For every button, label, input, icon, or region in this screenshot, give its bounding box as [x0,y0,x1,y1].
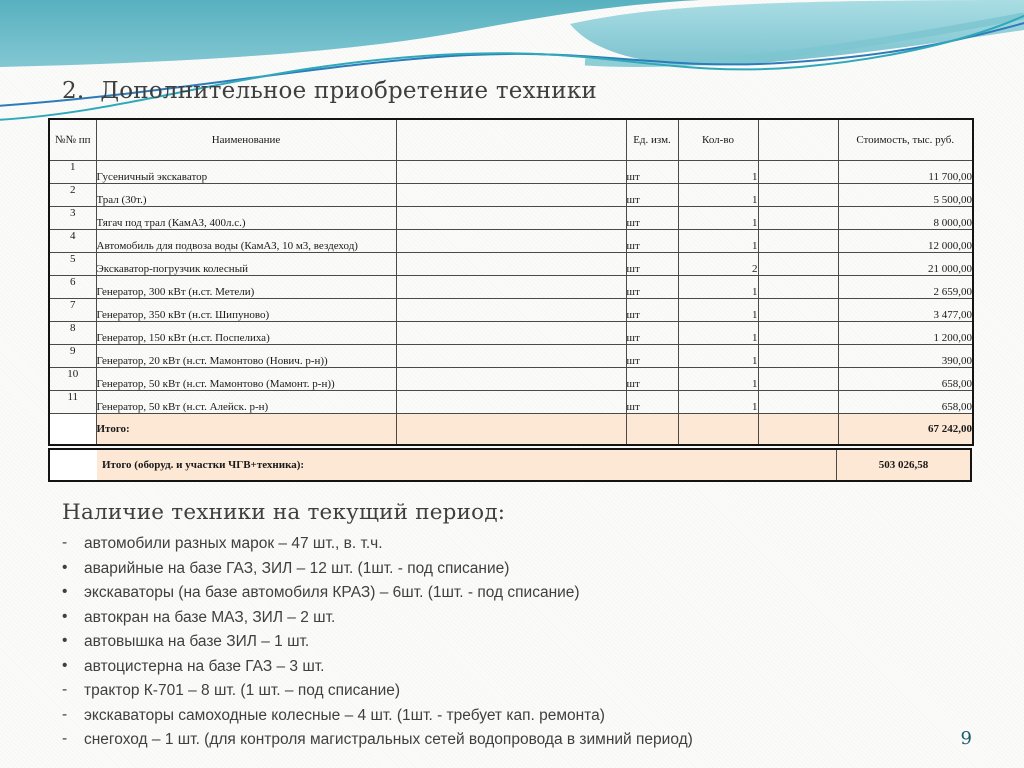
list-item [62,606,693,631]
total-label: Итого: [96,414,396,446]
cell-qty: 1 [678,276,758,299]
page-number: 9 [960,728,972,749]
cell-qty: 1 [678,322,758,345]
list-item-text: экскаваторы (на базе автомобиля КРАЗ) – 6шт. (1шт. - под списание) [84,584,580,601]
availability-section [62,500,693,753]
total-blank-cell [49,414,96,446]
cell-cost: 1 200,00 [838,322,973,345]
cell-spacer2 [758,253,838,276]
cell-num: 7 [49,299,96,322]
header-qty: Кол-во [678,119,758,161]
wave-band-stroke [585,16,1024,64]
list-item [62,532,693,557]
cell-qty: 1 [678,184,758,207]
list-item [62,728,693,753]
cell-qty: 1 [678,230,758,253]
table-row [49,184,973,207]
cell-qty: 1 [678,345,758,368]
equipment-table [48,118,974,446]
cell-spacer [396,391,626,414]
header-num: №№ пп [49,119,96,161]
cell-spacer [396,161,626,184]
cell-spacer2 [758,161,838,184]
availability-heading: Наличие техники на текущий период: [62,500,506,525]
list-item-text: автокран на базе МАЗ, ЗИЛ – 2 шт. [84,608,336,626]
cell-num: 1 [49,161,96,184]
bullet-marker: • [62,583,68,600]
table-row [49,253,973,276]
table-row [49,345,973,368]
cell-qty: 1 [678,207,758,230]
cell-spacer2 [758,230,838,253]
cell-unit: шт [626,184,678,207]
bullet-marker: - [62,705,68,723]
cell-name: Автомобиль для подвоза воды (КамАЗ, 10 м3, вездеход) [96,230,396,253]
bullet-marker: • [62,558,68,576]
list-item [62,655,693,680]
cell-qty: 1 [678,161,758,184]
cell-name: Гусеничный экскаватор [96,161,396,184]
bullet-marker: • [62,632,68,649]
cell-spacer2 [758,299,838,322]
grand-total-blank-cell [50,450,97,480]
cell-spacer [396,276,626,299]
cell-cost: 658,00 [838,368,973,391]
cell-name: Генератор, 50 кВт (н.ст. Мамонтово (Мамонт. р-н)) [96,368,396,391]
cell-cost: 21 000,00 [838,253,973,276]
header-cost: Стоимость, тыс. руб. [838,119,973,161]
cell-spacer [678,414,758,446]
cell-spacer [396,230,626,253]
cell-cost: 12 000,00 [838,230,973,253]
bullet-marker: - [62,681,68,698]
table-row [49,322,973,345]
cell-spacer [396,207,626,230]
cell-cost: 8 000,00 [838,207,973,230]
cell-unit: шт [626,299,678,322]
cell-spacer [396,299,626,322]
page-title: Дополнительное приобретение техники [100,78,597,104]
cell-spacer [396,253,626,276]
cell-qty: 1 [678,368,758,391]
cell-spacer [396,184,626,207]
cell-name: Тягач под трал (КамАЗ, 400л.с.) [96,207,396,230]
list-item [62,630,693,655]
header-name: Наименование [96,119,396,161]
table-header-row [49,119,973,161]
table-row [49,299,973,322]
cell-spacer [396,368,626,391]
cell-name: Генератор, 350 кВт (н.ст. Шипуново) [96,299,396,322]
wave-left-shape [0,0,700,67]
cell-spacer2 [758,345,838,368]
cell-spacer2 [758,184,838,207]
list-item-text: автоцистерна на базе ГАЗ – 3 шт. [84,657,325,675]
list-item-text: трактор К-701 – 8 шт. (1 шт. – под списание) [84,682,401,699]
header-spacer [396,119,626,161]
cell-num: 6 [49,276,96,299]
slide-title-row [62,78,597,104]
cell-cost: 3 477,00 [838,299,973,322]
cell-spacer2 [758,368,838,391]
list-item-text: экскаваторы самоходные колесные – 4 шт. (1шт. - требует кап. ремонта) [84,706,605,724]
header-spacer2 [758,119,838,161]
grand-total-label: Итого (оборуд. и участки ЧГВ+техника): [102,459,305,471]
table-row [49,230,973,253]
cell-spacer2 [758,207,838,230]
list-item [62,581,693,606]
cell-spacer [758,414,838,446]
cell-num: 3 [49,207,96,230]
cell-num: 10 [49,368,96,391]
bullet-marker: - [62,730,68,747]
grand-total-value: 503 026,58 [836,450,970,480]
list-item [62,679,693,704]
bullet-marker: • [62,607,68,625]
cell-unit: шт [626,391,678,414]
cell-cost: 5 500,00 [838,184,973,207]
cell-unit: шт [626,253,678,276]
list-item-text: аварийные на базе ГАЗ, ЗИЛ – 12 шт. (1шт. - под списание) [84,559,510,577]
cell-spacer [626,414,678,446]
table-row [49,161,973,184]
grand-total-bar [48,448,972,482]
title-number: 2. [62,78,85,104]
cell-qty: 1 [678,391,758,414]
cell-name: Генератор, 50 кВт (н.ст. Алейск. р-н) [96,391,396,414]
cell-cost: 390,00 [838,345,973,368]
cell-unit: шт [626,276,678,299]
list-item [62,557,693,582]
cell-num: 11 [49,391,96,414]
cell-name: Генератор, 300 кВт (н.ст. Метели) [96,276,396,299]
cell-num: 9 [49,345,96,368]
cell-num: 2 [49,184,96,207]
cell-cost: 2 659,00 [838,276,973,299]
table-total-row [49,414,973,446]
cell-unit: шт [626,368,678,391]
cell-name: Генератор, 20 кВт (н.ст. Мамонтово (Нович. р-н)) [96,345,396,368]
bullet-marker: • [62,656,68,674]
cell-unit: шт [626,345,678,368]
cell-spacer [396,322,626,345]
table-row [49,391,973,414]
header-unit: Ед. изм. [626,119,678,161]
wave-line-teal [0,14,1024,120]
bullet-marker: - [62,534,68,551]
cell-spacer2 [758,391,838,414]
cell-spacer2 [758,322,838,345]
cell-num: 5 [49,253,96,276]
table-row [49,207,973,230]
cell-num: 8 [49,322,96,345]
cell-name: Трал (30т.) [96,184,396,207]
cell-spacer2 [758,276,838,299]
wave-right-shape [570,0,1024,65]
list-item-text: снегоход – 1 шт. (для контроля магистральных сетей водопровода в зимний период) [84,731,693,748]
list-item-text: автовышка на базе ЗИЛ – 1 шт. [84,633,310,650]
list-item [62,704,693,729]
cell-spacer [396,345,626,368]
cell-unit: шт [626,322,678,345]
cell-cost: 658,00 [838,391,973,414]
list-item-text: автомобили разных марок – 47 шт., в. т.ч. [84,535,383,552]
table-row [49,276,973,299]
cell-name: Экскаватор-погрузчик колесный [96,253,396,276]
cell-unit: шт [626,161,678,184]
cell-name: Генератор, 150 кВт (н.ст. Поспелиха) [96,322,396,345]
cell-num: 4 [49,230,96,253]
cell-spacer [396,414,626,446]
total-value: 67 242,00 [838,414,973,446]
table-row [49,368,973,391]
cell-unit: шт [626,207,678,230]
cell-qty: 1 [678,299,758,322]
cell-cost: 11 700,00 [838,161,973,184]
cell-qty: 2 [678,253,758,276]
cell-unit: шт [626,230,678,253]
